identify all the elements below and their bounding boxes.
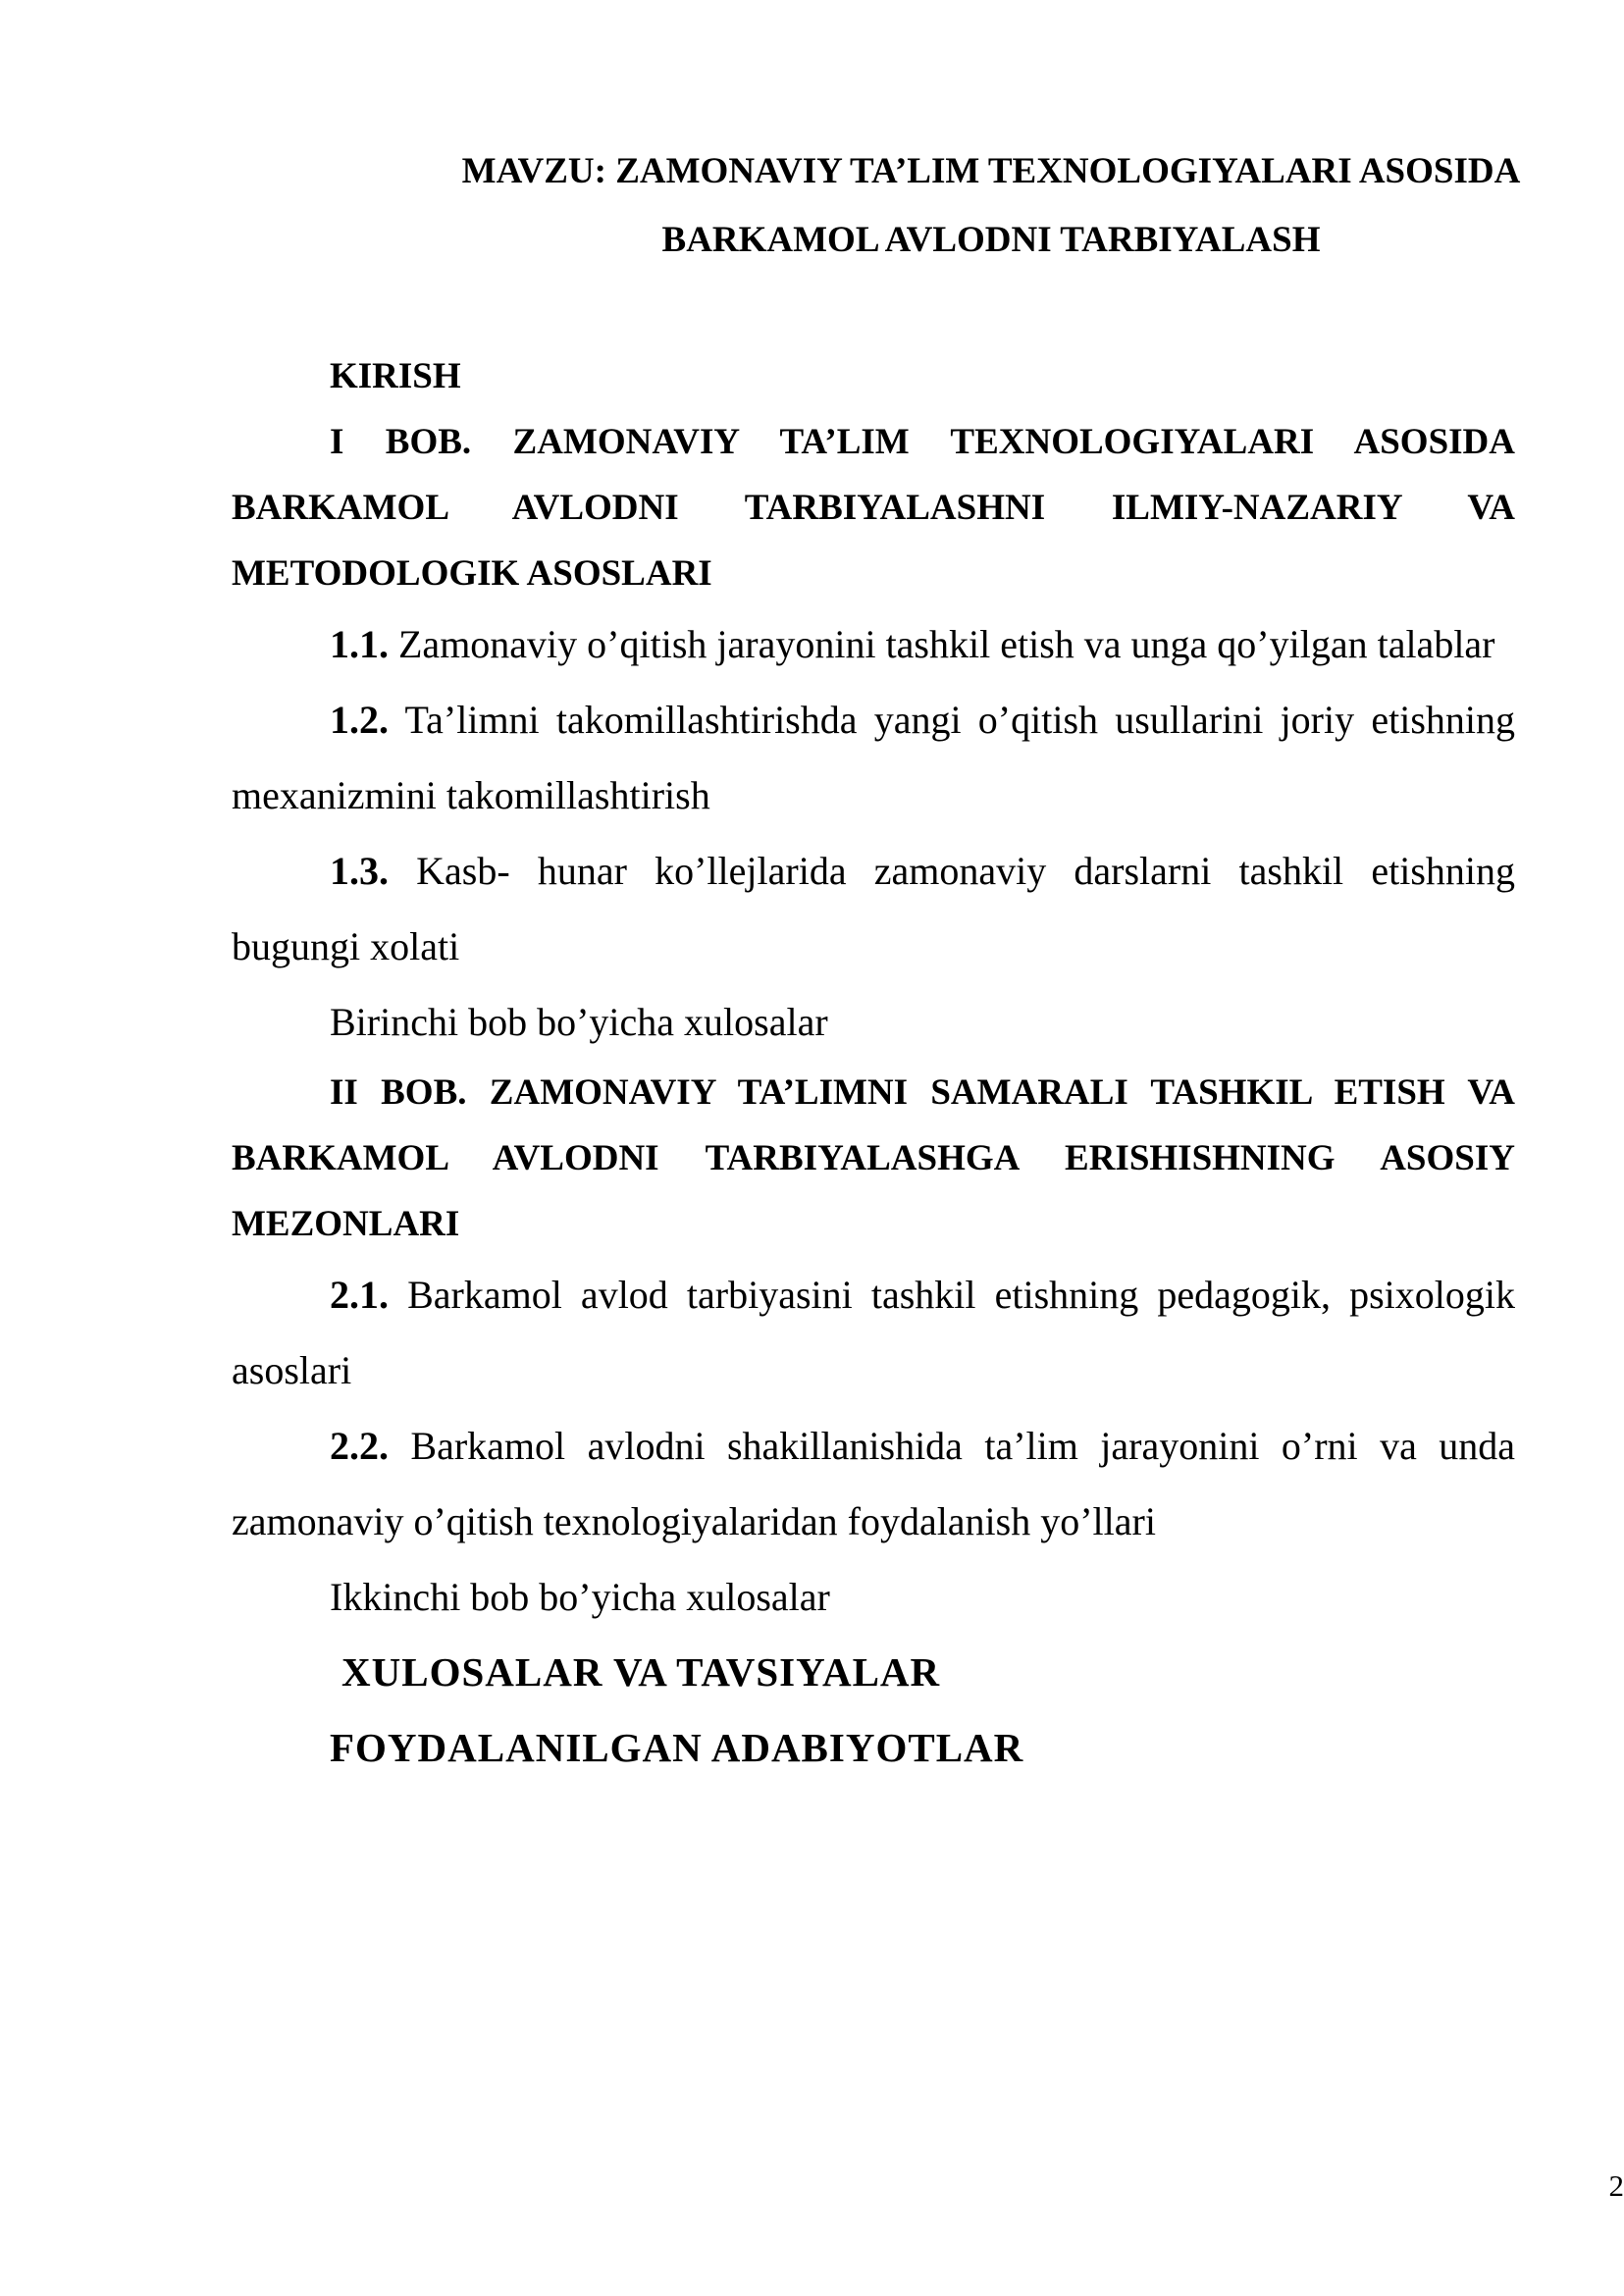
toc-chapter-1-summary: Birinchi bob bo’yicha xulosalar [330,1000,828,1044]
toc-intro-heading: KIRISH [330,356,461,396]
document-title-line-1: MAVZU: ZAMONAVIY TA’LIM TEXNOLOGIYALARI ASOSIDA [461,151,1521,191]
section-title: Barkamol avlod tarbiyasini tashkil etishning pedagogik, psixologik asoslari [232,1273,1515,1392]
section-title: Kasb- hunar ko’llejlarida zamonaviy darslarni tashkil etishning bugungi xolati [232,849,1515,968]
toc-chapter-2-heading: II BOB. ZAMONAVIY TA’LIMNI SAMARALI TASHKIL ETISH VA BARKAMOL AVLODNI TARBIYALASHGA ERISHISHNING ASOSIY MEZONLARI [232,1072,1515,1244]
toc-chapter-1-heading: I BOB. ZAMONAVIY TA’LIM TEXNOLOGIYALARI ASOSIDA BARKAMOL AVLODNI TARBIYALASHNI ILMIY-NAZARIY VA METODOLOGIK ASOSLARI [232,422,1515,594]
page-number-container [0,2168,1624,2204]
page-number: 2 [1608,2168,1624,2203]
toc-section-2-1 [232,1257,1515,1408]
section-number: 2.1. [330,1273,389,1317]
toc-section-2-2 [232,1408,1515,1559]
section-number: 1.1. [330,622,389,666]
section-title: Barkamol avlodni shakillanishida ta’lim jarayonini o’rni va unda zamonaviy o’qitish texnologiyalaridan foydalanish yo’llari [232,1424,1515,1543]
section-title: Ta’limni takomillashtirishda yangi o’qitish usullarini joriy etishning mexanizmini takomillashtirish [232,698,1515,817]
toc-conclusions-heading: XULOSALAR VA TAVSIYALAR [341,1649,941,1695]
toc-section-1-1 [232,606,1515,682]
section-number: 2.2. [330,1424,389,1468]
document-title-line-2: BARKAMOL AVLODNI TARBIYALASH [661,220,1321,260]
toc-chapter-2-summary: Ikkinchi bob bo’yicha xulosalar [330,1575,830,1619]
section-number: 1.2. [330,698,389,742]
section-title: Zamonaviy o’qitish jarayonini tashkil etish va unga qo’yilgan talablar [389,622,1495,666]
toc-references-heading: FOYDALANILGAN ADABIYOTLAR [330,1725,1024,1770]
toc-section-1-3 [232,833,1515,984]
table-of-contents [232,343,1515,1786]
section-number: 1.3. [330,849,389,893]
toc-section-1-2 [232,682,1515,833]
